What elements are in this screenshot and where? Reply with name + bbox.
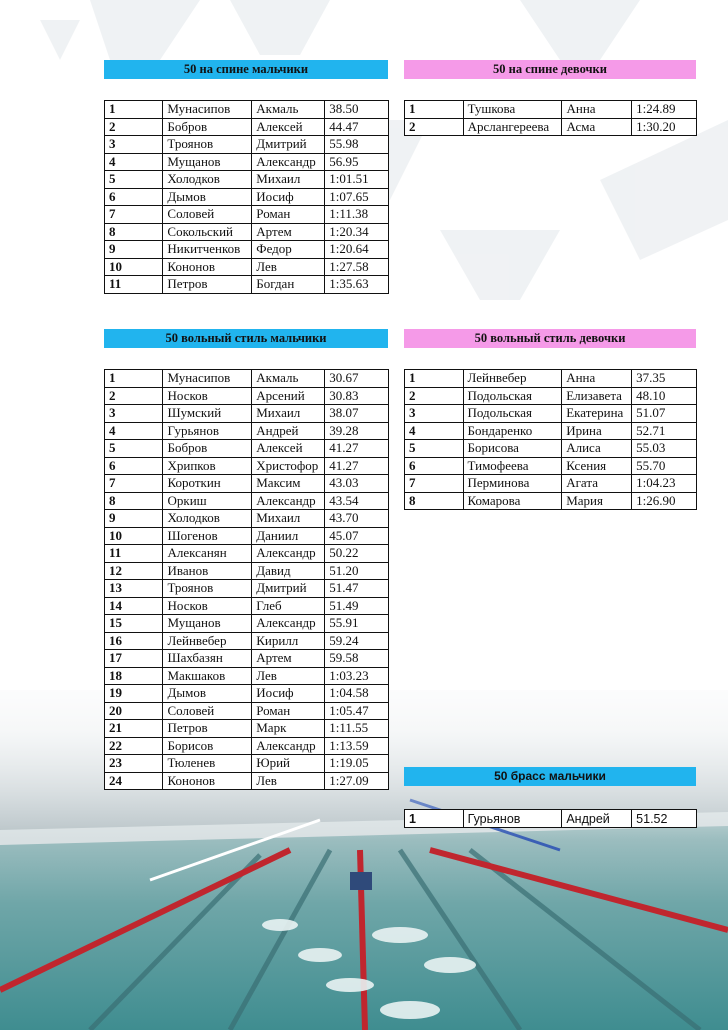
time-cell: 1:19.05 — [325, 755, 389, 773]
table-row — [105, 510, 389, 528]
firstname-cell: Юрий — [252, 755, 325, 773]
table-row — [105, 720, 389, 738]
time-cell: 43.54 — [325, 492, 389, 510]
table-row — [105, 632, 389, 650]
surname-cell: Короткин — [163, 475, 252, 493]
table-row — [105, 171, 389, 189]
firstname-cell: Андрей — [252, 422, 325, 440]
time-cell: 59.58 — [325, 650, 389, 668]
time-cell: 1:24.89 — [632, 101, 697, 119]
firstname-cell: Асма — [562, 118, 632, 136]
time-cell: 1:26.90 — [632, 492, 697, 510]
firstname-cell: Анна — [562, 101, 632, 119]
time-cell: 48.10 — [632, 387, 697, 405]
firstname-cell: Алексей — [252, 118, 325, 136]
time-cell: 51.20 — [325, 562, 389, 580]
time-cell: 41.27 — [325, 457, 389, 475]
place-cell: 4 — [105, 153, 163, 171]
section-title: 50 брасс мальчики — [404, 767, 696, 786]
time-cell: 50.22 — [325, 545, 389, 563]
surname-cell: Кононов — [163, 772, 252, 790]
place-cell: 2 — [405, 118, 464, 136]
table-row — [105, 650, 389, 668]
place-cell: 9 — [105, 510, 163, 528]
firstname-cell: Даниил — [252, 527, 325, 545]
time-cell: 51.52 — [632, 810, 697, 828]
place-cell: 2 — [105, 118, 163, 136]
place-cell: 18 — [105, 667, 163, 685]
table-row — [105, 223, 389, 241]
surname-cell: Соловей — [163, 702, 252, 720]
surname-cell: Соловей — [163, 206, 252, 224]
place-cell: 2 — [105, 387, 163, 405]
surname-cell: Дымов — [163, 685, 252, 703]
time-cell: 1:11.38 — [325, 206, 389, 224]
time-cell: 1:27.09 — [325, 772, 389, 790]
time-cell: 1:04.23 — [632, 475, 697, 493]
firstname-cell: Иосиф — [252, 188, 325, 206]
table-row — [105, 597, 389, 615]
firstname-cell: Глеб — [252, 597, 325, 615]
firstname-cell: Агата — [562, 475, 632, 493]
surname-cell: Троянов — [163, 136, 252, 154]
time-cell: 1:01.51 — [325, 171, 389, 189]
time-cell: 43.70 — [325, 510, 389, 528]
place-cell: 1 — [105, 370, 163, 388]
time-cell: 39.28 — [325, 422, 389, 440]
time-cell: 52.71 — [632, 422, 697, 440]
place-cell: 7 — [405, 475, 464, 493]
surname-cell: Мущанов — [163, 615, 252, 633]
place-cell: 10 — [105, 527, 163, 545]
surname-cell: Петров — [163, 720, 252, 738]
firstname-cell: Роман — [252, 702, 325, 720]
surname-cell: Лейнвебер — [463, 370, 562, 388]
table-row — [405, 457, 697, 475]
surname-cell: Арслангереева — [463, 118, 562, 136]
results-table — [404, 369, 697, 510]
firstname-cell: Лев — [252, 258, 325, 276]
time-cell: 41.27 — [325, 440, 389, 458]
firstname-cell: Артем — [252, 650, 325, 668]
place-cell: 22 — [105, 737, 163, 755]
firstname-cell: Лев — [252, 667, 325, 685]
time-cell: 1:35.63 — [325, 276, 389, 294]
firstname-cell: Елизавета — [562, 387, 632, 405]
time-cell: 38.50 — [325, 101, 389, 119]
time-cell: 38.07 — [325, 405, 389, 423]
table-row — [405, 492, 697, 510]
surname-cell: Гурьянов — [163, 422, 252, 440]
place-cell: 8 — [105, 223, 163, 241]
time-cell: 55.98 — [325, 136, 389, 154]
surname-cell: Мунасипов — [163, 101, 252, 119]
time-cell: 1:13.59 — [325, 737, 389, 755]
place-cell: 17 — [105, 650, 163, 668]
place-cell: 11 — [105, 276, 163, 294]
table-row — [105, 258, 389, 276]
surname-cell: Шахбазян — [163, 650, 252, 668]
table-row — [105, 276, 389, 294]
firstname-cell: Христофор — [252, 457, 325, 475]
firstname-cell: Александр — [252, 153, 325, 171]
surname-cell: Кононов — [163, 258, 252, 276]
surname-cell: Макшаков — [163, 667, 252, 685]
place-cell: 5 — [405, 440, 464, 458]
place-cell: 3 — [105, 405, 163, 423]
table-row — [105, 457, 389, 475]
place-cell: 13 — [105, 580, 163, 598]
table-row — [105, 118, 389, 136]
table-row — [405, 810, 697, 828]
surname-cell: Носков — [163, 597, 252, 615]
surname-cell: Дымов — [163, 188, 252, 206]
table-row — [105, 136, 389, 154]
surname-cell: Борисова — [463, 440, 562, 458]
place-cell: 21 — [105, 720, 163, 738]
table-row — [405, 475, 697, 493]
place-cell: 1 — [405, 810, 464, 828]
time-cell: 1:04.58 — [325, 685, 389, 703]
firstname-cell: Александр — [252, 737, 325, 755]
time-cell: 1:20.64 — [325, 241, 389, 259]
surname-cell: Мунасипов — [163, 370, 252, 388]
surname-cell: Гурьянов — [463, 810, 562, 828]
place-cell: 4 — [405, 422, 464, 440]
firstname-cell: Михаил — [252, 510, 325, 528]
surname-cell: Бобров — [163, 440, 252, 458]
time-cell: 30.67 — [325, 370, 389, 388]
table-row — [105, 615, 389, 633]
firstname-cell: Богдан — [252, 276, 325, 294]
section-title: 50 вольный стиль девочки — [404, 329, 696, 348]
table-row — [105, 562, 389, 580]
surname-cell: Хрипков — [163, 457, 252, 475]
place-cell: 7 — [105, 475, 163, 493]
surname-cell: Перминова — [463, 475, 562, 493]
place-cell: 3 — [105, 136, 163, 154]
time-cell: 1:27.58 — [325, 258, 389, 276]
table-row — [105, 440, 389, 458]
time-cell: 37.35 — [632, 370, 697, 388]
firstname-cell: Андрей — [562, 810, 632, 828]
table-row — [105, 737, 389, 755]
results-table — [104, 100, 389, 294]
place-cell: 6 — [405, 457, 464, 475]
surname-cell: Оркиш — [163, 492, 252, 510]
surname-cell: Тюленев — [163, 755, 252, 773]
firstname-cell: Иосиф — [252, 685, 325, 703]
table-row — [105, 755, 389, 773]
table-row — [405, 118, 697, 136]
surname-cell: Подольская — [463, 387, 562, 405]
surname-cell: Тимофеева — [463, 457, 562, 475]
surname-cell: Холодков — [163, 510, 252, 528]
results-table — [404, 809, 697, 828]
table-row — [105, 702, 389, 720]
place-cell: 15 — [105, 615, 163, 633]
place-cell: 20 — [105, 702, 163, 720]
place-cell: 23 — [105, 755, 163, 773]
firstname-cell: Марк — [252, 720, 325, 738]
table-row — [105, 492, 389, 510]
firstname-cell: Акмаль — [252, 370, 325, 388]
surname-cell: Подольская — [463, 405, 562, 423]
firstname-cell: Акмаль — [252, 101, 325, 119]
firstname-cell: Дмитрий — [252, 136, 325, 154]
table-row — [105, 772, 389, 790]
place-cell: 1 — [405, 370, 464, 388]
table-row — [105, 241, 389, 259]
place-cell: 4 — [105, 422, 163, 440]
surname-cell: Комарова — [463, 492, 562, 510]
place-cell: 7 — [105, 206, 163, 224]
surname-cell: Холодков — [163, 171, 252, 189]
firstname-cell: Дмитрий — [252, 580, 325, 598]
time-cell: 55.91 — [325, 615, 389, 633]
firstname-cell: Давид — [252, 562, 325, 580]
results-table — [104, 369, 389, 790]
firstname-cell: Екатерина — [562, 405, 632, 423]
time-cell: 55.70 — [632, 457, 697, 475]
place-cell: 19 — [105, 685, 163, 703]
table-row — [105, 475, 389, 493]
table-row — [105, 685, 389, 703]
table-row — [405, 387, 697, 405]
table-row — [105, 206, 389, 224]
firstname-cell: Александр — [252, 492, 325, 510]
firstname-cell: Артем — [252, 223, 325, 241]
place-cell: 2 — [405, 387, 464, 405]
surname-cell: Лейнвебер — [163, 632, 252, 650]
time-cell: 59.24 — [325, 632, 389, 650]
firstname-cell: Ксения — [562, 457, 632, 475]
time-cell: 51.07 — [632, 405, 697, 423]
firstname-cell: Алиса — [562, 440, 632, 458]
surname-cell: Борисов — [163, 737, 252, 755]
time-cell: 1:20.34 — [325, 223, 389, 241]
section-title: 50 на спине мальчики — [104, 60, 388, 79]
table-row — [405, 440, 697, 458]
place-cell: 1 — [105, 101, 163, 119]
table-row — [405, 101, 697, 119]
results-table — [404, 100, 697, 136]
firstname-cell: Федор — [252, 241, 325, 259]
firstname-cell: Мария — [562, 492, 632, 510]
time-cell: 1:05.47 — [325, 702, 389, 720]
surname-cell: Иванов — [163, 562, 252, 580]
table-row — [105, 580, 389, 598]
place-cell: 5 — [105, 171, 163, 189]
firstname-cell: Михаил — [252, 171, 325, 189]
firstname-cell: Лев — [252, 772, 325, 790]
surname-cell: Носков — [163, 387, 252, 405]
time-cell: 30.83 — [325, 387, 389, 405]
place-cell: 24 — [105, 772, 163, 790]
table-row — [105, 188, 389, 206]
time-cell: 56.95 — [325, 153, 389, 171]
surname-cell: Сокольский — [163, 223, 252, 241]
place-cell: 8 — [405, 492, 464, 510]
time-cell: 45.07 — [325, 527, 389, 545]
table-row — [405, 370, 697, 388]
surname-cell: Троянов — [163, 580, 252, 598]
firstname-cell: Михаил — [252, 405, 325, 423]
firstname-cell: Александр — [252, 545, 325, 563]
place-cell: 3 — [405, 405, 464, 423]
section-title: 50 на спине девочки — [404, 60, 696, 79]
time-cell: 55.03 — [632, 440, 697, 458]
table-row — [105, 422, 389, 440]
time-cell: 1:30.20 — [632, 118, 697, 136]
place-cell: 11 — [105, 545, 163, 563]
firstname-cell: Анна — [562, 370, 632, 388]
time-cell: 51.49 — [325, 597, 389, 615]
time-cell: 1:03.23 — [325, 667, 389, 685]
table-row — [105, 153, 389, 171]
firstname-cell: Александр — [252, 615, 325, 633]
time-cell: 43.03 — [325, 475, 389, 493]
place-cell: 5 — [105, 440, 163, 458]
place-cell: 12 — [105, 562, 163, 580]
place-cell: 14 — [105, 597, 163, 615]
surname-cell: Петров — [163, 276, 252, 294]
place-cell: 1 — [405, 101, 464, 119]
firstname-cell: Ирина — [562, 422, 632, 440]
surname-cell: Бондаренко — [463, 422, 562, 440]
surname-cell: Шумский — [163, 405, 252, 423]
place-cell: 9 — [105, 241, 163, 259]
surname-cell: Алексанян — [163, 545, 252, 563]
table-row — [105, 405, 389, 423]
time-cell: 44.47 — [325, 118, 389, 136]
surname-cell: Бобров — [163, 118, 252, 136]
firstname-cell: Максим — [252, 475, 325, 493]
place-cell: 8 — [105, 492, 163, 510]
time-cell: 1:11.55 — [325, 720, 389, 738]
place-cell: 10 — [105, 258, 163, 276]
place-cell: 6 — [105, 188, 163, 206]
table-row — [105, 370, 389, 388]
firstname-cell: Алексей — [252, 440, 325, 458]
time-cell: 1:07.65 — [325, 188, 389, 206]
place-cell: 6 — [105, 457, 163, 475]
surname-cell: Тушкова — [463, 101, 562, 119]
firstname-cell: Арсений — [252, 387, 325, 405]
table-row — [105, 527, 389, 545]
table-row — [405, 405, 697, 423]
time-cell: 51.47 — [325, 580, 389, 598]
surname-cell: Мущанов — [163, 153, 252, 171]
place-cell: 16 — [105, 632, 163, 650]
firstname-cell: Кирилл — [252, 632, 325, 650]
table-row — [105, 101, 389, 119]
section-title: 50 вольный стиль мальчики — [104, 329, 388, 348]
surname-cell: Шогенов — [163, 527, 252, 545]
table-row — [105, 387, 389, 405]
table-row — [105, 545, 389, 563]
surname-cell: Никитченков — [163, 241, 252, 259]
table-row — [405, 422, 697, 440]
table-row — [105, 667, 389, 685]
firstname-cell: Роман — [252, 206, 325, 224]
